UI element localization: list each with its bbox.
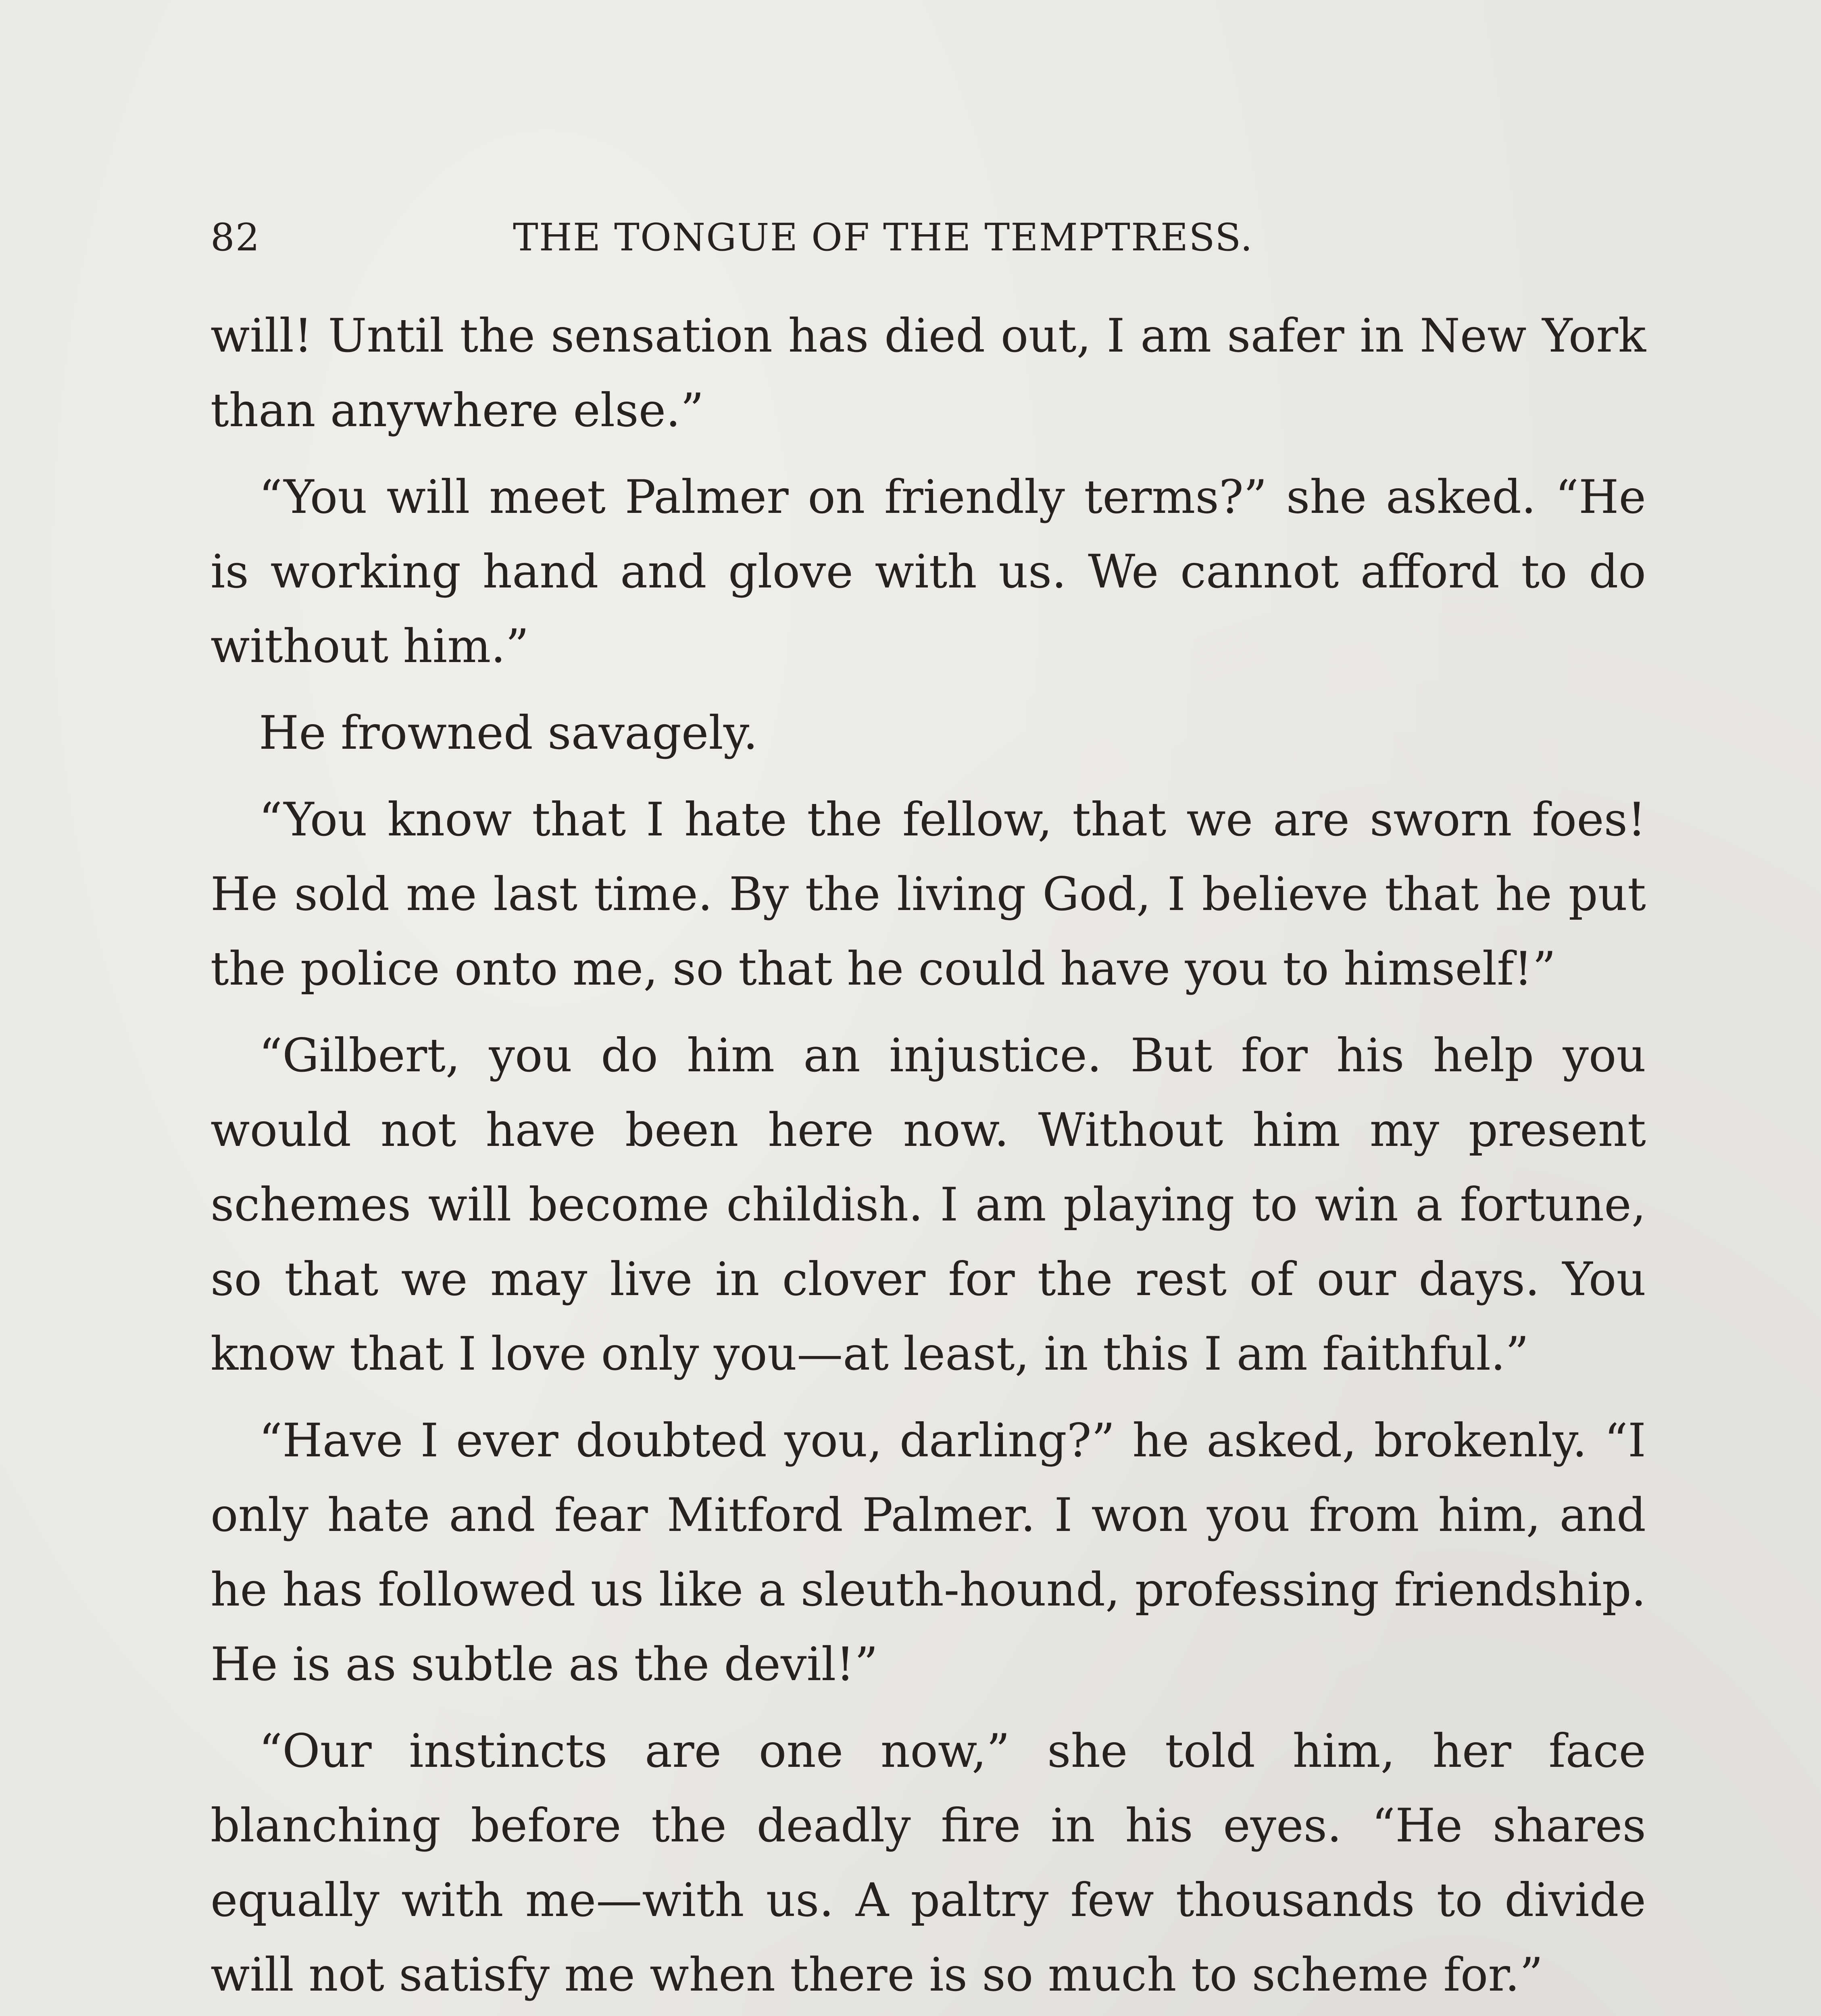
paragraph: “Have I ever doubted you, darling?” he asked, brokenly. “I only hate and fear Mitford Palmer. I won you from him, and he has followed us like a sleuth-hound, professing friendship. He is as subtle as the devil!” [210, 1414, 1646, 1691]
paragraph: He frowned savagely. [259, 706, 758, 760]
paragraph: “Our instincts are one now,” she told him, her face blanching before the deadly fire in his eyes. “He shares equally with me—with us. A paltry few thousands to divide will not satisfy me when there is so much to scheme for.” [210, 1724, 1646, 2001]
body-text [210, 298, 1646, 2016]
running-title: THE TONGUE OF THE TEMPTRESS. [513, 216, 1253, 260]
paragraph: will! Until the sensation has died out, I am safer in New York than anywhere else.” [210, 309, 1646, 437]
paragraph: “You will meet Palmer on friendly terms?” she asked. “He is working hand and glove with us. We cannot afford to do without him.” [210, 470, 1646, 673]
running-head [210, 206, 1364, 270]
paragraph: “Gilbert, you do him an injustice. But for his help you would not have been here now. Without him my present schemes will become childish. I am playing to win a fortune, so that we may live in clover for the rest of our days. You know that I love only you—at least, in this I am faithful.” [210, 1029, 1646, 1381]
page-number: 82 [210, 216, 260, 260]
paragraph: “You know that I hate the fellow, that we are sworn foes! He sold me last time. By the living God, I believe that he put the police onto me, so that he could have you to himself!” [210, 793, 1646, 996]
